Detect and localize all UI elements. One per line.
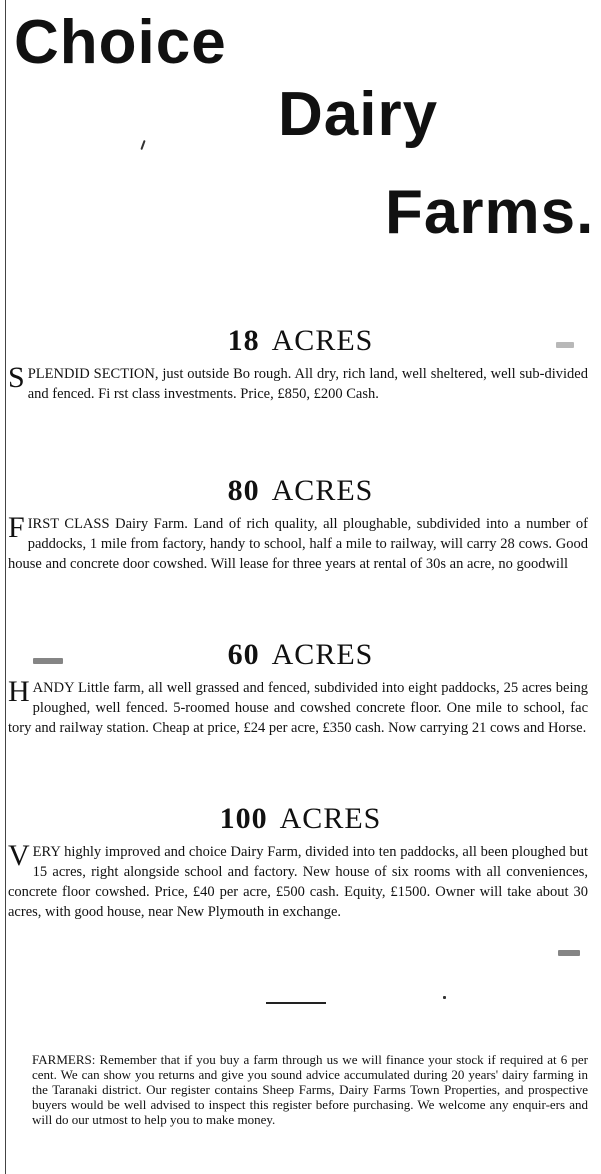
listing-3-body (8, 675, 588, 738)
print-speck (140, 140, 145, 150)
listing-3-text: ANDY Little farm, all well grassed and fenced, subdivided into eight paddocks, 25 acres being ploughed, well fenced. 5-roomed house and cowshed concrete floor. One mile to school, fac tory and railway station. Cheap at price, £24 per acre, £350 cash. Now carrying 21 cows and Horse. (8, 680, 588, 736)
listing-3-acreage: 60 (227, 638, 260, 671)
listing-4-unit: ACRES (279, 802, 382, 835)
listing-4-body (8, 839, 588, 922)
listing-4-text: ERY highly improved and choice Dairy Farm, divided into ten paddocks, all been ploughed but 15 acres, right alongside school and factory. New house of six rooms with all conveniences, concrete floor cowshed. Price, £40 per acre, £500 cash. Equity, £1500. Owner will take about 30 acres, with good house, near New Plymouth in exchange. (8, 844, 588, 920)
listing-2-unit: ACRES (271, 474, 374, 507)
listing-2-acreage: 80 (227, 474, 260, 507)
listing-4-acreage: 100 (219, 802, 268, 835)
headline-word-farms: Farms. (385, 178, 595, 247)
headline-word-choice: Choice (14, 8, 227, 77)
listing-1-heading (0, 324, 601, 358)
listing-2-heading (0, 474, 601, 508)
listing-1-body (8, 361, 588, 404)
listing-1-acreage: 18 (227, 324, 260, 357)
footer-text: FARMERS: Remember that if you buy a farm through us we will finance your stock if required at 6 per cent. We can show you returns and give you sound advice accumulated during 20 years' dairy farming in the Taranaki district. Our register contains Sheep Farms, Dairy Farms Town Properties, and prospective buyers would be well advised to inspect this register before purchasing. We welcome any enquir-ers and will do our utmost to help you to make money. (32, 1052, 588, 1127)
listing-3-unit: ACRES (271, 638, 374, 671)
listing-1-dropcap: S (8, 361, 25, 394)
listing-3-dropcap: H (8, 675, 30, 708)
listing-2-dropcap: F (8, 511, 25, 544)
print-smudge (558, 950, 580, 956)
print-speck (443, 996, 446, 999)
listing-3-heading (0, 638, 601, 672)
headline-word-dairy: Dairy (278, 80, 439, 149)
footer-notice (6, 1052, 588, 1127)
column-rule (5, 0, 6, 1174)
listing-4-heading (0, 802, 601, 836)
listing-2-body (8, 511, 588, 574)
section-divider (266, 1002, 326, 1004)
print-smudge (33, 658, 63, 664)
print-smudge (556, 342, 574, 348)
listing-1-unit: ACRES (271, 324, 374, 357)
listing-2-text: IRST CLASS Dairy Farm. Land of rich quality, all ploughable, subdivided into a number of paddocks, 1 mile from factory, handy to school, half a mile to railway, will carry 28 cows. Good house and concrete door cowshed. Will lease for three years at rental of 30s an acre, no goodwill (8, 516, 588, 572)
listing-4-dropcap: V (8, 839, 30, 872)
listing-1-text: PLENDID SECTION, just outside Bo rough. All dry, rich land, well sheltered, well sub-divided and fenced. Fi rst class investments. Price, £850, £200 Cash. (27, 366, 588, 402)
